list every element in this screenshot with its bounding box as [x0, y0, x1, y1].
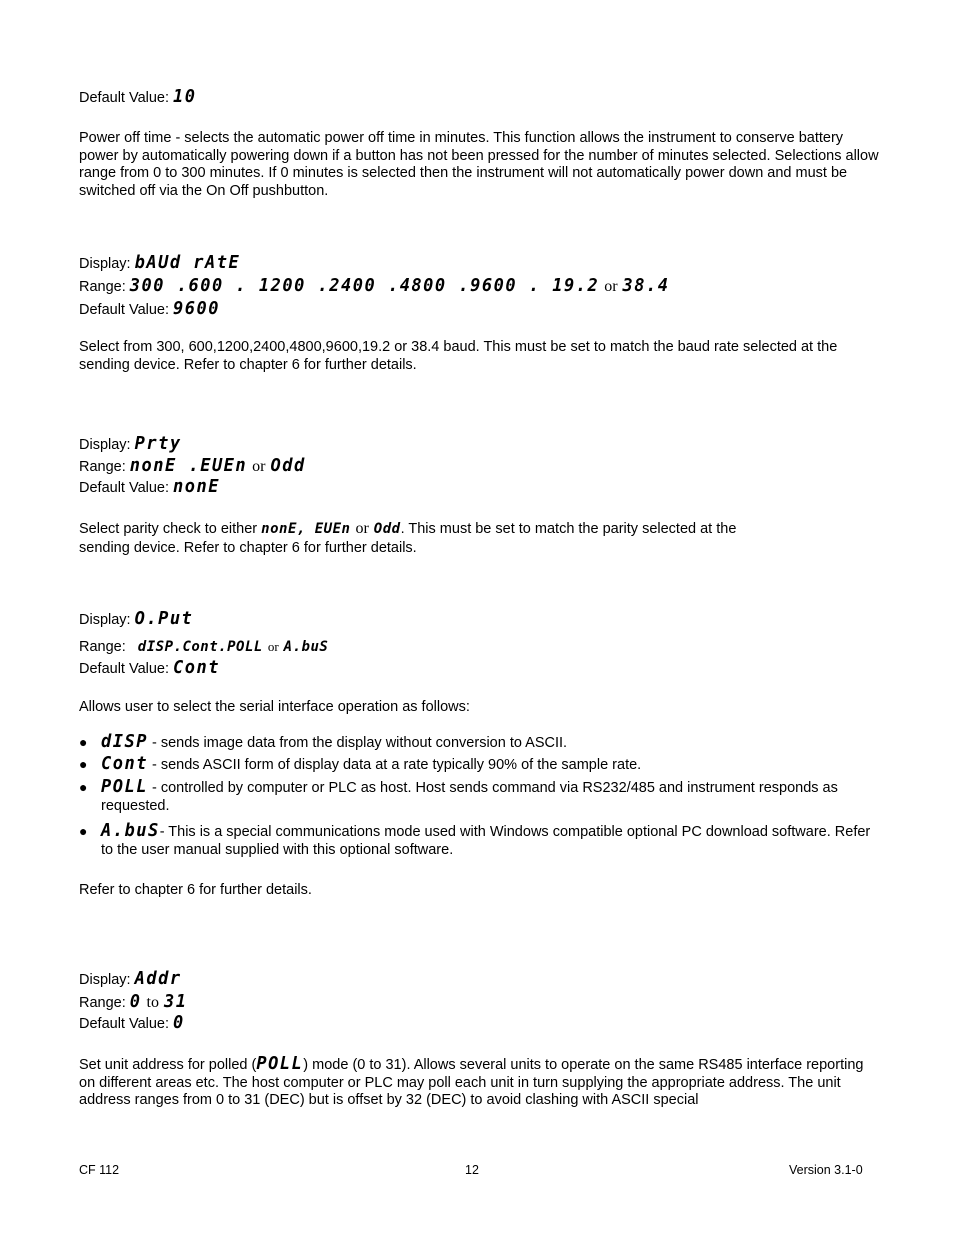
desc-text-post: ) mode (0 to 31). Allows several units to operate on the same RS485 interface [303, 1057, 803, 1073]
power-off-default [79, 86, 197, 108]
default-value: 10 [173, 86, 197, 108]
default-label: Default Value: [79, 661, 170, 677]
range-last: Odd [270, 455, 306, 477]
default-value: 0 [173, 1012, 185, 1034]
footer-page-number: 12 [465, 1163, 479, 1177]
baud-default-line [79, 298, 220, 320]
bullet-seg: POLL [101, 776, 148, 798]
display-label: Display: [79, 437, 131, 453]
range-last: 31 [164, 991, 188, 1013]
range-values: nonE .EUEn [129, 455, 248, 477]
default-label: Default Value: [79, 302, 170, 318]
footer-doc-id: CF 112 [79, 1163, 120, 1177]
display-value: Addr [134, 968, 182, 990]
bullet-icon: ● [79, 734, 88, 750]
bullet-desc: - sends image data from the display without conversion to ASCII. [147, 735, 568, 751]
bullet-item [79, 776, 879, 815]
bullet-item [79, 731, 879, 753]
bullet-icon: ● [79, 756, 88, 772]
bullet-text [101, 753, 879, 775]
range-values: dISP.Cont.POLL [137, 639, 263, 655]
default-label: Default Value: [79, 90, 170, 106]
output-range-line [79, 638, 328, 656]
parity-default-line [79, 476, 220, 498]
desc-text: Set unit address for polled ( [79, 1057, 257, 1073]
bullet-item [79, 820, 879, 859]
output-intro: Allows user to select the serial interface operation as follows: [79, 699, 470, 715]
default-value: nonE [173, 476, 220, 498]
range-to: to [146, 994, 159, 1011]
parity-display-line [79, 433, 182, 455]
output-display-line [79, 608, 194, 630]
footer-version: Version 3.1-0 [789, 1163, 863, 1177]
bullet-icon: ● [79, 823, 88, 839]
desc-or: or [355, 520, 369, 537]
power-off-description: Power off time - selects the automatic power off time in minutes. This function allows the instrument to conserve battery power by automatically powering down if a button has not been pressed for the number of minutes selected. Selections allow range from 0 to 300 minutes. If 0 minutes is selected then the instrument will not automatically power down and must be switched off via the On Off pushbutton. [79, 130, 879, 199]
range-label: Range: [79, 995, 126, 1011]
range-last: A.buS [283, 639, 329, 655]
desc-text-rest: reporting on different areas etc. The host computer or PLC may poll each unit in turn supplying the appropriate address. The unit address ranges from 0 to 31 (DEC) but is offset by 32 (DEC) to avoid clashing with ASCII special [79, 1057, 864, 1109]
parity-range-line [79, 455, 306, 477]
range-or: or [604, 278, 618, 295]
display-label: Display: [79, 256, 131, 272]
address-default-line [79, 1012, 185, 1034]
bullet-icon: ● [79, 779, 88, 795]
range-last: 38.4 [622, 275, 670, 297]
range-label: Range: [79, 279, 126, 295]
output-refer: Refer to chapter 6 for further details. [79, 882, 312, 898]
desc-text-post: . This must be set to match the parity selected at the [400, 521, 737, 537]
address-display-line [79, 968, 182, 990]
desc-seg: nonE, EUEn [261, 521, 351, 537]
bullet-desc: - This is a special communications mode used with Windows compatible optional PC download software. Refer to the user manual supplied with this optional software. [101, 824, 871, 858]
baud-display-line [79, 252, 241, 274]
default-value: Cont [173, 657, 220, 679]
range-label: Range: [79, 459, 126, 475]
display-value: Prty [134, 433, 182, 455]
parity-description [79, 520, 736, 538]
desc-seg2: Odd [373, 521, 401, 537]
parity-description-line2: sending device. Refer to chapter 6 for further details. [79, 540, 417, 556]
bullet-text [101, 820, 879, 859]
desc-text: Select parity check to either [79, 521, 258, 537]
bullet-text [101, 776, 879, 815]
display-value: O.Put [134, 608, 194, 630]
baud-description: Select from 300, 600,1200,2400,4800,9600,19.2 or 38.4 baud. This must be set to match the baud rate selected at the sending device. Refer to chapter 6 for further details. [79, 339, 838, 373]
default-value: 9600 [173, 298, 220, 320]
display-value: bAUd rAtE [134, 252, 241, 274]
bullet-seg: Cont [101, 753, 148, 775]
default-label: Default Value: [79, 480, 170, 496]
display-label: Display: [79, 612, 131, 628]
display-label: Display: [79, 972, 131, 988]
address-description [79, 1053, 879, 1110]
address-range-line [79, 991, 188, 1013]
bullet-desc: - controlled by computer or PLC as host. Host sends command via RS232/485 and instrument responds as requested. [101, 780, 838, 814]
range-or: or [267, 639, 279, 654]
range-or: or [252, 458, 266, 475]
range-label: Range: [79, 639, 126, 655]
output-default-line [79, 657, 220, 679]
baud-range-line [79, 275, 670, 297]
bullet-item [79, 753, 879, 775]
bullet-seg: A.buS [101, 820, 160, 842]
desc-seg: POLL [256, 1053, 304, 1075]
range-first: 0 [129, 991, 142, 1013]
range-values: 300 .600 . 1200 .2400 .4800 .9600 . 19.2 [129, 275, 600, 297]
bullet-desc: - sends ASCII form of display data at a rate typically 90% of the sample rate. [147, 757, 642, 773]
bullet-seg: dISP [101, 731, 148, 753]
bullet-text [101, 731, 879, 753]
default-label: Default Value: [79, 1016, 170, 1032]
